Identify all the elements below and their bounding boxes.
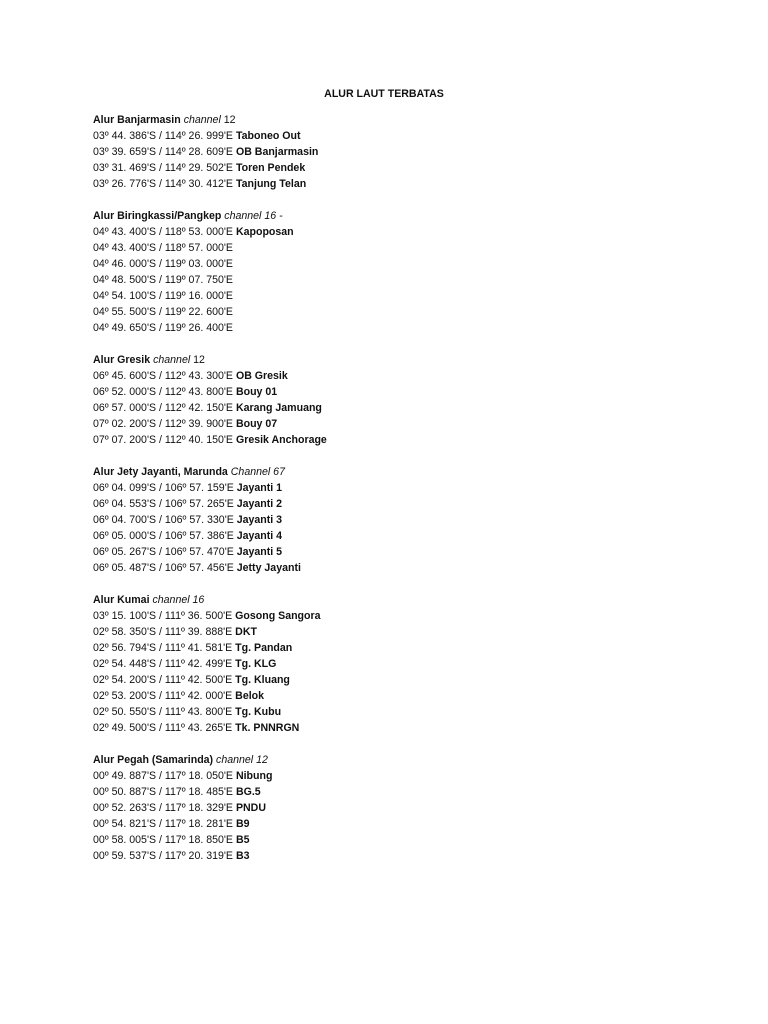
coordinate-value: 00º 49. 887'S / 117º 18. 050'E	[93, 770, 233, 782]
coordinate-value: 00º 58. 005'S / 117º 18. 850'E	[93, 834, 233, 846]
coordinate-row	[93, 608, 693, 624]
coordinate-value: 06º 04. 700'S / 106º 57. 330'E	[93, 514, 234, 526]
waypoint-label: Belok	[235, 690, 265, 702]
section-channel: channel 12	[216, 754, 268, 766]
waypoint-label: Kapoposan	[235, 226, 294, 238]
waypoint-label: DKT	[235, 626, 257, 638]
coordinate-row	[93, 720, 693, 736]
coordinate-value: 03º 26. 776'S / 114º 30. 412'E	[93, 178, 233, 190]
coordinate-value: 02º 58. 350'S / 111º 39. 888'E	[93, 626, 233, 638]
coordinate-value: 03º 39. 659'S / 114º 28. 609'E	[93, 146, 233, 158]
coordinate-row	[93, 144, 693, 160]
coordinate-value: 00º 54. 821'S / 117º 18. 281'E	[93, 818, 233, 830]
coordinate-value: 04º 49. 650'S / 119º 26. 400'E	[93, 322, 233, 334]
waypoint-label: Bouy 01	[235, 386, 278, 398]
coordinate-value: 04º 43. 400'S / 118º 57. 000'E	[93, 242, 233, 254]
coordinate-row	[93, 800, 693, 816]
coordinate-value: 02º 54. 200'S / 111º 42. 500'E	[93, 674, 233, 686]
coordinate-value: 02º 53. 200'S / 111º 42. 000'E	[93, 690, 233, 702]
waypoint-label: Tg. KLG	[235, 658, 277, 670]
coordinate-row	[93, 816, 693, 832]
waypoint-label: Gosong Sangora	[235, 610, 321, 622]
coordinate-value: 06º 52. 000'S / 112º 43. 800'E	[93, 386, 233, 398]
waypoint-label: B5	[235, 834, 250, 846]
waypoint-label: Nibung	[235, 770, 273, 782]
coordinate-value: 06º 45. 600'S / 112º 43. 300'E	[93, 370, 233, 382]
coordinate-value: 00º 50. 887'S / 117º 18. 485'E	[93, 786, 233, 798]
section-heading	[93, 208, 693, 224]
coordinate-value: 04º 54. 100'S / 119º 16. 000'E	[93, 290, 233, 302]
waypoint-label: Jayanti 1	[236, 482, 283, 494]
coordinate-row	[93, 528, 693, 544]
section-heading	[93, 464, 693, 480]
coordinate-value: 06º 05. 000'S / 106º 57. 386'E	[93, 530, 234, 542]
waypoint-label: B9	[235, 818, 250, 830]
coordinate-row	[93, 768, 693, 784]
coordinate-row	[93, 688, 693, 704]
coordinate-row	[93, 704, 693, 720]
coordinate-value: 00º 52. 263'S / 117º 18. 329'E	[93, 802, 233, 814]
section-name: Alur Jety Jayanti, Marunda	[93, 466, 228, 478]
channel-section	[93, 464, 693, 576]
coordinate-value: 02º 50. 550'S / 111º 43. 800'E	[93, 706, 233, 718]
coordinate-row	[93, 640, 693, 656]
waypoint-label: Jetty Jayanti	[236, 562, 301, 574]
coordinate-row	[93, 320, 693, 336]
coordinate-value: 06º 57. 000'S / 112º 42. 150'E	[93, 402, 233, 414]
section-name: Alur Biringkassi/Pangkep	[93, 210, 222, 222]
coordinate-row	[93, 624, 693, 640]
coordinate-row	[93, 304, 693, 320]
section-channel: channel	[183, 114, 221, 126]
coordinate-value: 04º 55. 500'S / 119º 22. 600'E	[93, 306, 233, 318]
coordinate-value: 07º 02. 200'S / 112º 39. 900'E	[93, 418, 233, 430]
waypoint-label: Jayanti 2	[236, 498, 283, 510]
coordinate-value: 04º 48. 500'S / 119º 07. 750'E	[93, 274, 233, 286]
document-body	[93, 112, 693, 880]
waypoint-label: Tk. PNNRGN	[235, 722, 300, 734]
coordinate-row	[93, 848, 693, 864]
coordinate-row	[93, 560, 693, 576]
waypoint-label: Taboneo Out	[235, 130, 301, 142]
waypoint-label: Gresik Anchorage	[235, 434, 327, 446]
channel-section	[93, 592, 693, 736]
channel-section	[93, 112, 693, 192]
waypoint-label: Tg. Kubu	[235, 706, 282, 718]
channel-section	[93, 352, 693, 448]
coordinate-value: 03º 31. 469'S / 114º 29. 502'E	[93, 162, 233, 174]
coordinate-row	[93, 544, 693, 560]
coordinate-value: 04º 43. 400'S / 118º 53. 000'E	[93, 226, 233, 238]
coordinate-row	[93, 224, 693, 240]
waypoint-label: BG.5	[235, 786, 261, 798]
section-channel: Channel 67	[230, 466, 285, 478]
section-name: Alur Banjarmasin	[93, 114, 181, 126]
document-title: ALUR LAUT TERBATAS	[324, 88, 444, 100]
waypoint-label: Jayanti 4	[236, 530, 283, 542]
coordinate-row	[93, 256, 693, 272]
coordinate-row	[93, 432, 693, 448]
coordinate-row	[93, 176, 693, 192]
section-name: Alur Kumai	[93, 594, 150, 606]
coordinate-row	[93, 368, 693, 384]
coordinate-row	[93, 832, 693, 848]
coordinate-row	[93, 240, 693, 256]
section-channel: channel	[153, 354, 191, 366]
coordinate-row	[93, 128, 693, 144]
waypoint-label: B3	[235, 850, 250, 862]
coordinate-value: 06º 05. 267'S / 106º 57. 470'E	[93, 546, 234, 558]
waypoint-label: Toren Pendek	[235, 162, 306, 174]
waypoint-label: Jayanti 3	[236, 514, 283, 526]
section-heading	[93, 592, 693, 608]
section-channel: channel 16 -	[224, 210, 283, 222]
channel-section	[93, 208, 693, 336]
section-channel: channel 16	[152, 594, 205, 606]
section-heading	[93, 752, 693, 768]
section-channel-number: 12	[190, 354, 205, 366]
waypoint-label: Tg. Kluang	[235, 674, 290, 686]
coordinate-row	[93, 496, 693, 512]
waypoint-label: OB Gresik	[235, 370, 288, 382]
coordinate-value: 06º 04. 099'S / 106º 57. 159'E	[93, 482, 234, 494]
waypoint-label: PNDU	[235, 802, 266, 814]
channel-section	[93, 752, 693, 864]
coordinate-row	[93, 480, 693, 496]
section-heading	[93, 112, 693, 128]
coordinate-row	[93, 160, 693, 176]
waypoint-label: Jayanti 5	[236, 546, 283, 558]
coordinate-row	[93, 400, 693, 416]
coordinate-value: 02º 56. 794'S / 111º 41. 581'E	[93, 642, 233, 654]
waypoint-label: Karang Jamuang	[235, 402, 322, 414]
coordinate-row	[93, 416, 693, 432]
section-heading	[93, 352, 693, 368]
coordinate-value: 06º 04. 553'S / 106º 57. 265'E	[93, 498, 234, 510]
coordinate-value: 07º 07. 200'S / 112º 40. 150'E	[93, 434, 233, 446]
coordinate-value: 02º 54. 448'S / 111º 42. 499'E	[93, 658, 233, 670]
coordinate-row	[93, 288, 693, 304]
coordinate-row	[93, 272, 693, 288]
waypoint-label: Tanjung Telan	[235, 178, 307, 190]
coordinate-row	[93, 672, 693, 688]
waypoint-label: Tg. Pandan	[235, 642, 293, 654]
section-name: Alur Pegah (Samarinda)	[93, 754, 214, 766]
waypoint-label: OB Banjarmasin	[235, 146, 319, 158]
coordinate-value: 03º 44. 386'S / 114º 26. 999'E	[93, 130, 233, 142]
section-channel-number: 12	[220, 114, 236, 126]
coordinate-value: 03º 15. 100'S / 111º 36. 500'E	[93, 610, 233, 622]
coordinate-value: 00º 59. 537'S / 117º 20. 319'E	[93, 850, 233, 862]
waypoint-label: Bouy 07	[235, 418, 278, 430]
coordinate-row	[93, 512, 693, 528]
coordinate-row	[93, 384, 693, 400]
coordinate-value: 02º 49. 500'S / 111º 43. 265'E	[93, 722, 233, 734]
coordinate-row	[93, 656, 693, 672]
section-name: Alur Gresik	[93, 354, 151, 366]
coordinate-value: 04º 46. 000'S / 119º 03. 000'E	[93, 258, 233, 270]
coordinate-value: 06º 05. 487'S / 106º 57. 456'E	[93, 562, 234, 574]
coordinate-row	[93, 784, 693, 800]
